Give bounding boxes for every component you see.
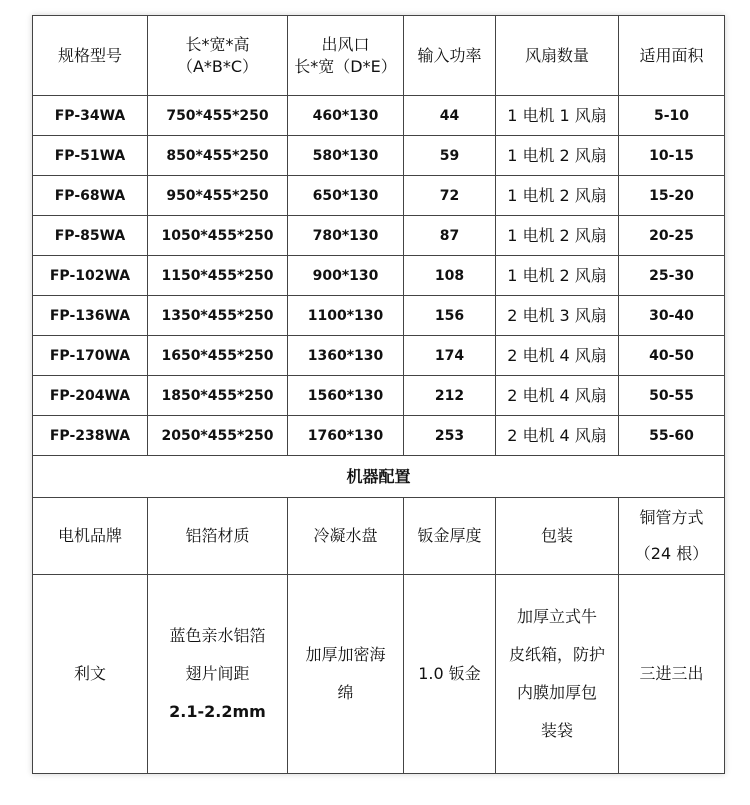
power-cell: 174	[404, 336, 496, 376]
header-size	[148, 16, 288, 96]
fans-cell: 2 电机 3 风扇	[496, 296, 619, 336]
model-cell: FP-136WA	[33, 296, 148, 336]
config-header-tray: 冷凝水盘	[288, 498, 404, 575]
area-cell: 25-30	[619, 256, 725, 296]
fans-cell: 1 电机 2 风扇	[496, 176, 619, 216]
outlet-cell: 580*130	[288, 136, 404, 176]
config-header-pack: 包装	[496, 498, 619, 575]
table-row	[33, 216, 725, 256]
power-cell: 108	[404, 256, 496, 296]
table-row	[33, 256, 725, 296]
header-area: 适用面积	[619, 16, 725, 96]
config-header-sheet: 钣金厚度	[404, 498, 496, 575]
config-pack-line4: 装袋	[540, 721, 573, 740]
table-row	[33, 96, 725, 136]
model-cell: FP-51WA	[33, 136, 148, 176]
size-cell: 1350*455*250	[148, 296, 288, 336]
model-cell: FP-85WA	[33, 216, 148, 256]
header-size-line2: （A*B*C）	[176, 56, 259, 76]
header-outlet-line1: 出风口	[321, 34, 370, 54]
header-fans: 风扇数量	[496, 16, 619, 96]
table-row	[33, 336, 725, 376]
config-header-motor: 电机品牌	[33, 498, 148, 575]
power-cell: 44	[404, 96, 496, 136]
fans-cell: 1 电机 2 风扇	[496, 136, 619, 176]
config-section-row	[33, 456, 725, 498]
size-cell: 750*455*250	[148, 96, 288, 136]
size-cell: 1050*455*250	[148, 216, 288, 256]
size-cell: 950*455*250	[148, 176, 288, 216]
power-cell: 253	[404, 416, 496, 456]
config-tray-line2: 绵	[337, 683, 354, 702]
area-cell: 20-25	[619, 216, 725, 256]
model-cell: FP-170WA	[33, 336, 148, 376]
config-tray-line1: 加厚加密海	[305, 645, 386, 664]
area-cell: 30-40	[619, 296, 725, 336]
fans-cell: 1 电机 2 风扇	[496, 256, 619, 296]
area-cell: 15-20	[619, 176, 725, 216]
config-pack-line2: 皮纸箱，防护	[508, 645, 605, 664]
fans-cell: 1 电机 2 风扇	[496, 216, 619, 256]
power-cell: 59	[404, 136, 496, 176]
size-cell: 1650*455*250	[148, 336, 288, 376]
spec-table-frame	[32, 15, 724, 774]
outlet-cell: 1360*130	[288, 336, 404, 376]
config-foil	[148, 575, 288, 774]
outlet-cell: 1100*130	[288, 296, 404, 336]
header-outlet-line2: 长*宽（D*E）	[294, 56, 397, 76]
header-model: 规格型号	[33, 16, 148, 96]
model-cell: FP-34WA	[33, 96, 148, 136]
table-row	[33, 176, 725, 216]
header-power: 输入功率	[404, 16, 496, 96]
power-cell: 72	[404, 176, 496, 216]
config-foil-line1: 蓝色亲水铝箔	[169, 626, 266, 645]
outlet-cell: 460*130	[288, 96, 404, 136]
config-pack	[496, 575, 619, 774]
power-cell: 87	[404, 216, 496, 256]
config-foil-line3: 2.1-2.2mm	[169, 702, 266, 721]
config-sheet: 1.0 钣金	[404, 575, 496, 774]
table-row	[33, 136, 725, 176]
power-cell: 156	[404, 296, 496, 336]
header-outlet	[288, 16, 404, 96]
outlet-cell: 1760*130	[288, 416, 404, 456]
area-cell: 40-50	[619, 336, 725, 376]
table-row	[33, 376, 725, 416]
config-header-row	[33, 498, 725, 575]
config-value-row	[33, 575, 725, 774]
table-row	[33, 296, 725, 336]
model-cell: FP-238WA	[33, 416, 148, 456]
outlet-cell: 1560*130	[288, 376, 404, 416]
model-cell: FP-102WA	[33, 256, 148, 296]
config-header-foil: 铝箔材质	[148, 498, 288, 575]
power-cell: 212	[404, 376, 496, 416]
config-pipe: 三进三出	[619, 575, 725, 774]
config-tray	[288, 575, 404, 774]
fans-cell: 2 电机 4 风扇	[496, 376, 619, 416]
model-cell: FP-204WA	[33, 376, 148, 416]
config-header-pipe-line1: 铜管方式	[639, 508, 704, 527]
config-motor: 利文	[33, 575, 148, 774]
size-cell: 1150*455*250	[148, 256, 288, 296]
config-foil-line2: 翅片间距	[185, 664, 250, 683]
config-header-pipe	[619, 498, 725, 575]
spec-table	[32, 15, 725, 774]
area-cell: 50-55	[619, 376, 725, 416]
fans-cell: 2 电机 4 风扇	[496, 416, 619, 456]
area-cell: 10-15	[619, 136, 725, 176]
config-header-pipe-line2: （24 根）	[634, 544, 709, 563]
outlet-cell: 650*130	[288, 176, 404, 216]
size-cell: 1850*455*250	[148, 376, 288, 416]
model-cell: FP-68WA	[33, 176, 148, 216]
config-pack-line1: 加厚立式牛	[516, 607, 597, 626]
table-row	[33, 416, 725, 456]
size-cell: 2050*455*250	[148, 416, 288, 456]
outlet-cell: 900*130	[288, 256, 404, 296]
header-size-line1: 长*宽*高	[185, 34, 250, 54]
spec-header-row	[33, 16, 725, 96]
size-cell: 850*455*250	[148, 136, 288, 176]
area-cell: 5-10	[619, 96, 725, 136]
area-cell: 55-60	[619, 416, 725, 456]
fans-cell: 2 电机 4 风扇	[496, 336, 619, 376]
outlet-cell: 780*130	[288, 216, 404, 256]
config-pack-line3: 内膜加厚包	[516, 683, 597, 702]
fans-cell: 1 电机 1 风扇	[496, 96, 619, 136]
config-title: 机器配置	[33, 456, 725, 498]
